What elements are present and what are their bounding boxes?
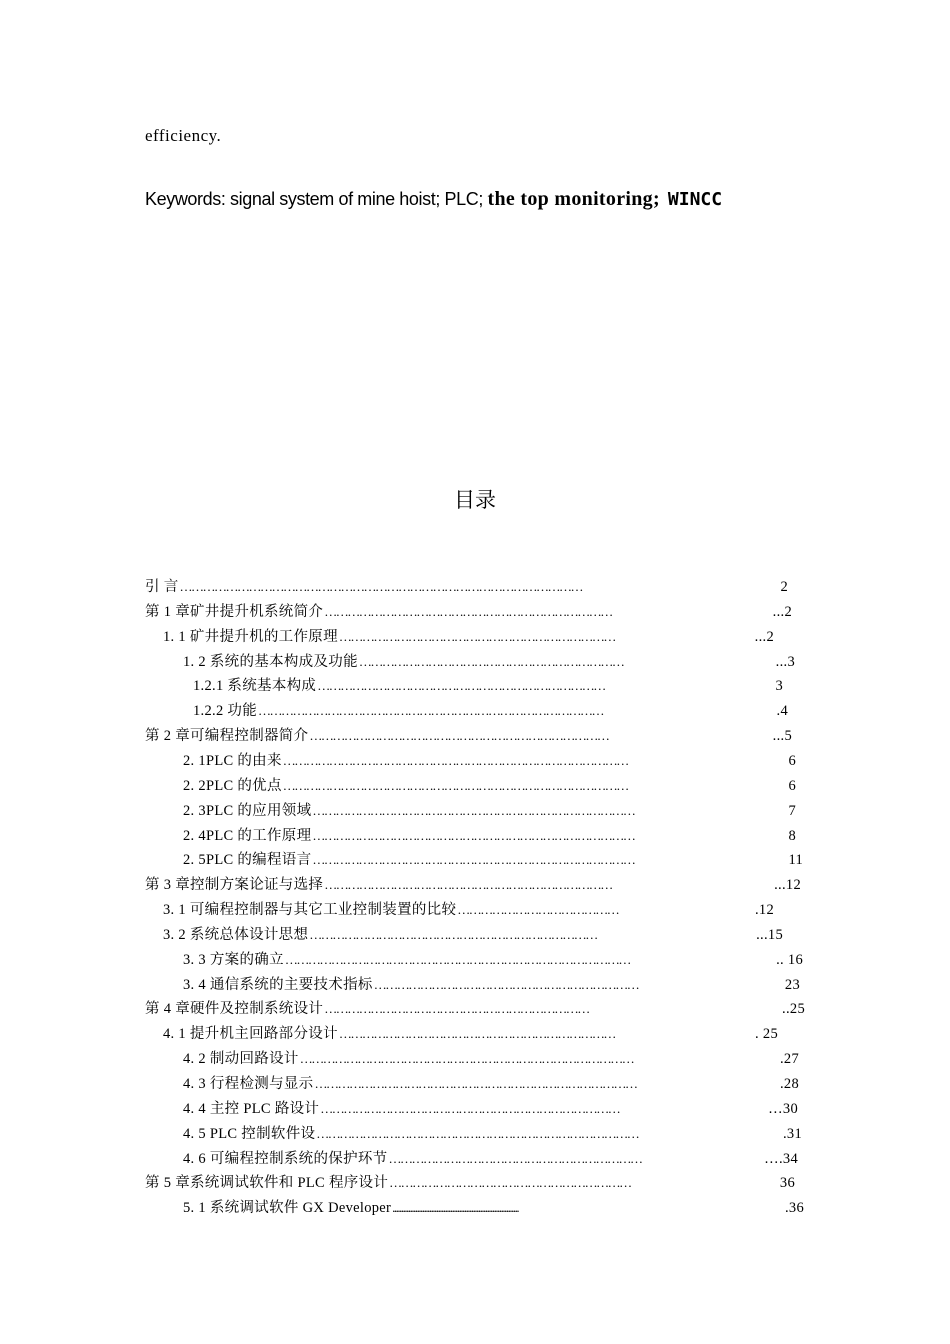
toc-entry-label: 4. 2 制动回路设计: [183, 1051, 299, 1067]
toc-entry-page: ...5: [772, 728, 792, 744]
toc-entry-leader: …………………………………………………………………: [324, 877, 612, 892]
toc-entry-label: 2. 2PLC 的优点: [183, 778, 282, 794]
toc-entry-label: 第 1 章矿井提升机系统简介: [145, 604, 324, 620]
toc-entry-label: 第 4 章硬件及控制系统设计: [145, 1001, 324, 1017]
toc-entry-label: 5. 1 系统调试软件 GX Developer: [183, 1200, 392, 1216]
toc-entry[interactable]: [163, 1022, 778, 1044]
toc-entry[interactable]: [163, 923, 783, 945]
toc-entry[interactable]: [183, 1122, 802, 1144]
toc-entry[interactable]: [183, 948, 803, 970]
toc-entry[interactable]: [183, 848, 803, 870]
toc-entry[interactable]: [145, 873, 801, 895]
toc-entry[interactable]: [183, 973, 800, 995]
toc-entry-page: 36: [779, 1175, 795, 1191]
toc-entry-page: 6: [788, 778, 796, 794]
toc-entry-label: 1.2.2 功能: [193, 703, 258, 719]
toc-entry[interactable]: [163, 898, 774, 920]
toc-entry-leader: ………………………………………………………………………………: [258, 703, 604, 718]
toc-entry[interactable]: [193, 699, 788, 721]
toc-entry[interactable]: [183, 1072, 799, 1094]
toc-entry-label: 第 5 章系统调试软件和 PLC 程序设计: [145, 1175, 389, 1191]
toc-entry[interactable]: [145, 600, 792, 622]
toc-entry[interactable]: [183, 799, 796, 821]
toc-entry-leader: ……………………………………: [457, 902, 619, 917]
toc-title: 目录: [454, 488, 496, 512]
toc-entry-page: 23: [784, 977, 800, 993]
keywords-serif-part: the top monitoring;: [487, 188, 660, 210]
toc-entry-label: 引 言: [145, 579, 179, 595]
toc-entry-leader: ……………………………………………………………………………………………: [179, 579, 583, 594]
toc-entry-label: 1.2.1 系统基本构成: [193, 678, 317, 694]
toc-entry[interactable]: [163, 625, 774, 647]
toc-entry[interactable]: [183, 824, 796, 846]
toc-entry[interactable]: [183, 1097, 798, 1119]
toc-entry-label: 4. 5 PLC 控制软件设: [183, 1126, 316, 1142]
toc-entry-leader: …………………………………………………………: [388, 1151, 642, 1166]
toc-entry-page: 11: [788, 852, 803, 868]
toc-entry-label: 2. 1PLC 的由来: [183, 753, 282, 769]
toc-entry-page: .31: [782, 1126, 802, 1142]
toc-entry-leader: ………………………………………………………: [389, 1175, 631, 1190]
toc-entry-label: 第 3 章控制方案论证与选择: [145, 877, 324, 893]
toc-entry-leader: ………………………………………………………………………………: [282, 753, 628, 768]
toc-entry[interactable]: [193, 674, 783, 696]
toc-entry-leader: …………………………………………………………………: [309, 927, 597, 942]
toc-entry-leader: ………………………………………………………………………………: [282, 778, 628, 793]
toc-entry[interactable]: [183, 774, 796, 796]
toc-entry-label: 第 2 章可编程控制器简介: [145, 728, 309, 744]
toc-entry-page: ...12: [774, 877, 801, 893]
toc-entry-page: .27: [779, 1051, 799, 1067]
toc-entry-page: .4: [776, 703, 788, 719]
toc-entry-leader: …………………………………………………………………………: [312, 803, 635, 818]
toc-entry-page: .. 16: [776, 952, 803, 968]
toc-entry-page: ...15: [756, 927, 783, 943]
toc-entry[interactable]: [183, 650, 795, 672]
toc-entry-page: ..25: [782, 1001, 805, 1017]
toc-entry-page: 8: [788, 828, 796, 844]
keywords-wincc: WINCC: [667, 189, 723, 210]
toc-entry-label: 4. 4 主控 PLC 路设计: [183, 1101, 320, 1117]
toc-entry-leader: ……………………………………………………………: [358, 654, 624, 669]
toc-entry-leader: ……………………………………………………………………: [309, 728, 609, 743]
toc-entry-page: 7: [788, 803, 796, 819]
toc-entry-label: 1. 2 系统的基本构成及功能: [183, 654, 358, 670]
toc-entry-leader: ........................................................................: [392, 1200, 519, 1215]
toc-entry-page: 2: [780, 579, 788, 595]
toc-entry-leader: ………………………………………………………………: [338, 1026, 615, 1041]
toc-entry-page: .12: [754, 902, 774, 918]
toc-entry-page: ...3: [775, 654, 795, 670]
toc-entry-page: .28: [779, 1076, 799, 1092]
toc-entry-label: 4. 1 提升机主回路部分设计: [163, 1026, 338, 1042]
toc-entry[interactable]: [145, 997, 805, 1019]
toc-entry-leader: …………………………………………………………………………: [316, 1126, 639, 1141]
toc-entry-label: 1. 1 矿井提升机的工作原理: [163, 629, 338, 645]
toc-entry-label: 3. 2 系统总体设计思想: [163, 927, 309, 943]
toc-entry[interactable]: [183, 1196, 804, 1218]
toc-entry-page: 3: [775, 678, 783, 694]
toc-entry-label: 3. 3 方案的确立: [183, 952, 284, 968]
toc-entry-leader: …………………………………………………………………………: [314, 1076, 637, 1091]
toc-entry-label: 4. 6 可编程控制系统的保护环节: [183, 1151, 388, 1167]
keywords-sans-part: Keywords: signal system of mine hoist; PLC;: [145, 189, 488, 209]
toc-entry-leader: ……………………………………………………………………: [320, 1101, 620, 1116]
toc-entry-label: 3. 1 可编程控制器与其它工业控制装置的比较: [163, 902, 457, 918]
toc-entry-page: ...2: [754, 629, 774, 645]
toc-entry-page: 6: [788, 753, 796, 769]
toc-entry[interactable]: [183, 1147, 798, 1169]
toc-entry[interactable]: [145, 724, 792, 746]
toc-entry-page: ...2: [772, 604, 792, 620]
toc-entry-leader: ……………………………………………………………: [324, 1001, 589, 1016]
toc-entry-leader: …………………………………………………………………: [317, 678, 605, 693]
toc-entry-leader: ……………………………………………………………………………: [299, 1051, 634, 1066]
toc-entry[interactable]: [145, 1171, 795, 1193]
toc-entry-label: 4. 3 行程检测与显示: [183, 1076, 314, 1092]
toc-entry[interactable]: [183, 1047, 799, 1069]
toc-entry-leader: …………………………………………………………………………: [312, 852, 635, 867]
keywords-line: [145, 188, 722, 211]
abstract-tail-text: efficiency.: [145, 126, 222, 145]
toc-entry[interactable]: [145, 575, 788, 597]
toc-entry-page: ….34: [764, 1151, 798, 1167]
toc-entry-label: 2. 3PLC 的应用领域: [183, 803, 312, 819]
toc-entry-page: …30: [768, 1101, 798, 1117]
toc-entry-page: .36: [784, 1200, 804, 1216]
toc-entry-page: . 25: [755, 1026, 778, 1042]
toc-entry-leader: ………………………………………………………………………………: [284, 952, 630, 967]
toc-entry-label: 2. 4PLC 的工作原理: [183, 828, 312, 844]
toc-entry-leader: ……………………………………………………………: [373, 977, 639, 992]
toc-entry-leader: …………………………………………………………………………: [312, 828, 635, 843]
toc-entry-label: 3. 4 通信系统的主要技术指标: [183, 977, 373, 993]
toc-entry[interactable]: [183, 749, 796, 771]
toc-entry-leader: …………………………………………………………………: [324, 604, 612, 619]
toc-entry-leader: ………………………………………………………………: [338, 629, 615, 644]
toc-entry-label: 2. 5PLC 的编程语言: [183, 852, 312, 868]
